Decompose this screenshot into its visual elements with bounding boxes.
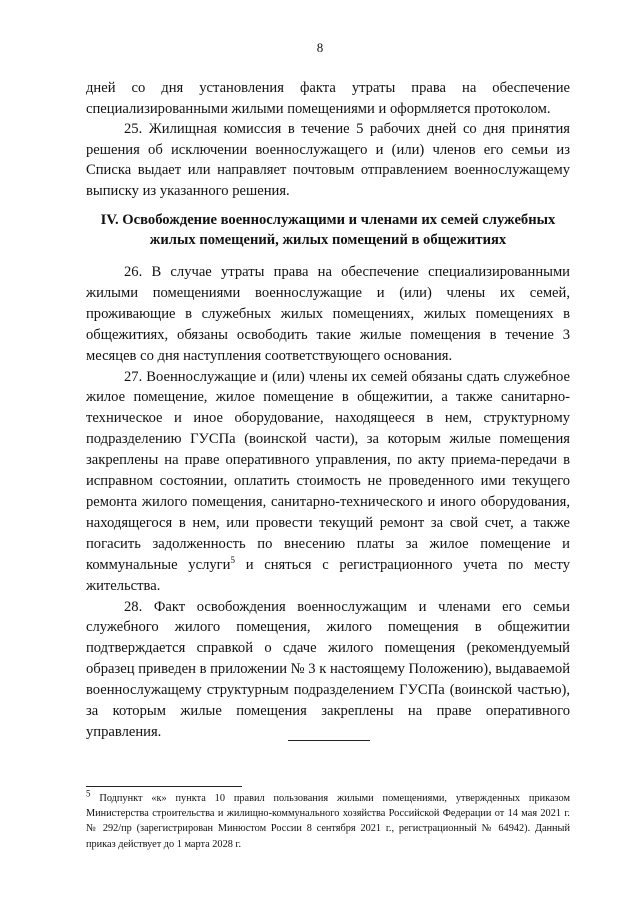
paragraph-27 [86,367,570,597]
footnote-reference: 5 [230,554,235,565]
paragraph-26: 26. В случае утраты права на обеспечение специализированными жилыми помещениями военнослужащие и (или) члены их семей, проживающие в служебных жилых помещениях, жилых помещениях в общежитиях, обязаны освободить такие жилые помещения в течение 3 месяцев со дня наступления соответствующего основания. [86,264,570,364]
paragraph-25: 25. Жилищная комиссия в течение 5 рабочих дней со дня принятия решения об исключении военнослужащего и (или) членов его семьи из Списка выдает или направляет почтовым отправлением военнослужащему выписку из указанного решения. [86,121,570,199]
footnote-divider [86,786,242,787]
footnote-marker: 5 [86,788,91,799]
page-number: 8 [316,40,324,55]
end-of-text-divider [288,740,370,741]
paragraph-27-text: 27. Военнослужащие и (или) члены их семей обязаны сдать служебное жилое помещение, жилое помещение в общежитии, а также санитарно-техническое и иное оборудование, находящееся в нем, структурному подразделению ГУСПа (воинской части), за которым жилые помещения закреплены на праве оперативного управления, по акту приема-передачи в исправном состоянии, оплатить стоимость не проведенного ими текущего ремонта жилого помещения, санитарно-технического и иного оборудования, находящегося в нем, или провести текущий ремонт за свой счет, а также погасить задолженность по внесению платы за жилое помещение и коммунальные услуги [86,368,570,573]
footnote-text: Подпункт «к» пункта 10 правил пользования жилыми помещениями, утвержденных приказом Министерства строительства и жилищно-коммунального хозяйства Российской Федерации от 14 мая 2021 г. № 292/пр (зарегистрирован Минюстом России 8 сентября 2021 г., регистрационный № 64942). Данный приказ действует до 1 марта 2028 г. [86,793,570,850]
footnote [86,788,570,852]
section-heading-line-1: IV. Освобождение военнослужащими и членами их семей служебных [100,212,556,228]
section-heading-line-2: жилых помещений, жилых помещений в общежитиях [149,232,507,248]
paragraph-28: 28. Факт освобождения военнослужащим и членами его семьи служебного жилого помещения, жилого помещения в общежитии подтверждается справкой о сдаче жилого помещения (рекомендуемый образец приведен в приложении № 3 к настоящему Положению), выдаваемой военнослужащему структурным подразделением ГУСПа (воинской частью), за которым жилые помещения закреплены на праве оперативного управления. [86,598,571,740]
paragraph-27-end: и сняться с регистрационного учета по месту жительства. [86,556,570,594]
paragraph-continuation: дней со дня установления факта утраты права на обеспечение специализированными жилыми помещениями и оформляется протоколом. [86,80,570,117]
section-body [86,262,570,743]
section-heading [86,210,570,250]
intro-text [86,78,570,201]
